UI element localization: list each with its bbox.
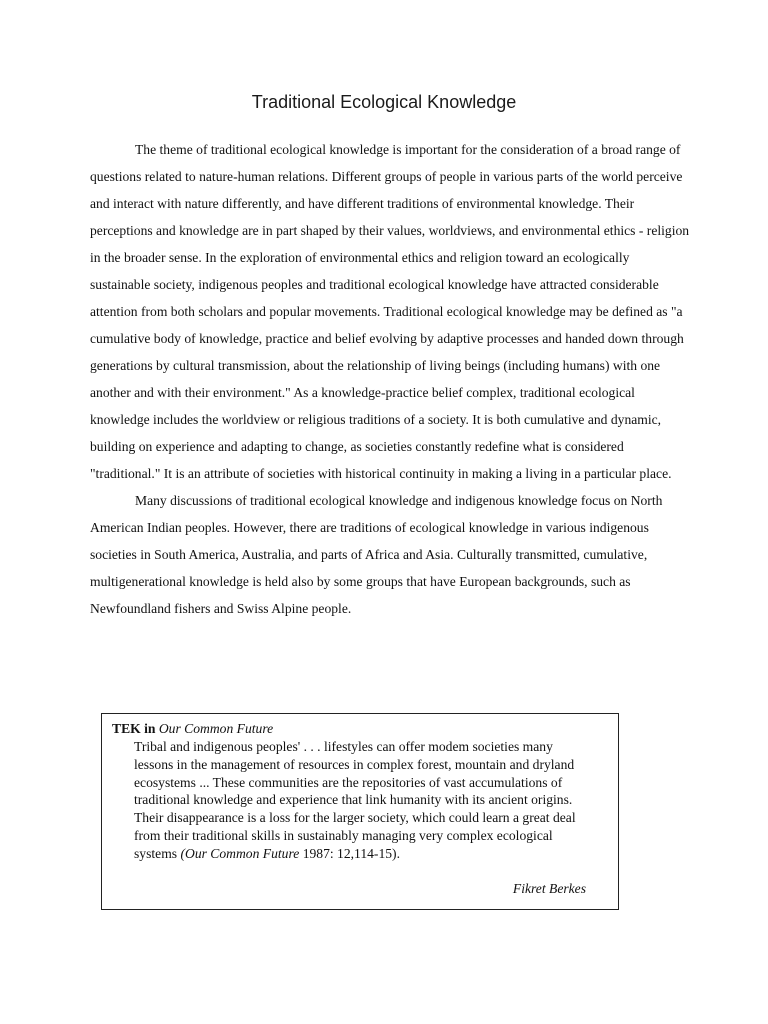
sidebar-attribution: Fikret Berkes: [512, 881, 586, 896]
citation-rest: 1987: 12,114-15).: [299, 845, 400, 861]
sidebar-heading-italic: Our Common Future: [158, 721, 274, 736]
paragraph-1: The theme of traditional ecological knowledge is important for the consideration of a broad range of questions related to nature-human relations. Different groups of people in various parts of the world perceive and interact with nature differently, and have different traditions of environmental knowledge. Their perceptions and knowledge are in part shaped by their values, worldviews, and environmental ethics - religion in the broader sense. In the exploration of environmental ethics and religion toward an ecologically sustainable society, indigenous peoples and traditional ecological knowledge have attracted considerable attention from both scholars and popular movements. Traditional ecological knowledge may be defined as "a cumulative body of knowledge, practice and belief evolving by adaptive processes and handed down through generations by cultural transmission, about the relationship of living beings (including humans) with one another and with their environment." As a knowledge-practice belief complex, traditional ecological knowledge includes the worldview or religious traditions of a society. It is both cumulative and dynamic, building on experience and adapting to change, as societies constantly redefine what is considered "traditional." It is an attribute of societies with historical continuity in making a living in a particular place.: [90, 142, 690, 481]
citation-open: (: [180, 845, 185, 861]
sidebar-heading: [112, 720, 273, 738]
sidebar-quote: [134, 738, 594, 863]
sidebar-box: [101, 713, 619, 910]
sidebar-quote-text: Tribal and indigenous peoples' . . . lifestyles can offer modem societies many lessons in the management of resources in complex forest, mountain and dryland ecosystems ... These communities are the repositories of vast accumulations of traditional knowledge and experience that link humanity with its ancient origins. Their disappearance is a loss for the larger society, which could learn a great deal from their traditional skills in sustainably managing very complex ecological systems: [134, 739, 576, 861]
page-title: Traditional Ecological Knowledge: [251, 92, 517, 112]
citation-title: Our Common Future: [185, 845, 300, 861]
body-text: [90, 136, 690, 622]
paragraph-2: Many discussions of traditional ecological knowledge and indigenous knowledge focus on North American Indian peoples. However, there are traditions of ecological knowledge in various indigenous societies in South America, Australia, and parts of Africa and Asia. Culturally transmitted, cumulative, multigenerational knowledge is held also by some groups that have European backgrounds, such as Newfoundland fishers and Swiss Alpine people.: [90, 493, 663, 616]
sidebar-heading-bold: TEK in: [112, 721, 156, 736]
